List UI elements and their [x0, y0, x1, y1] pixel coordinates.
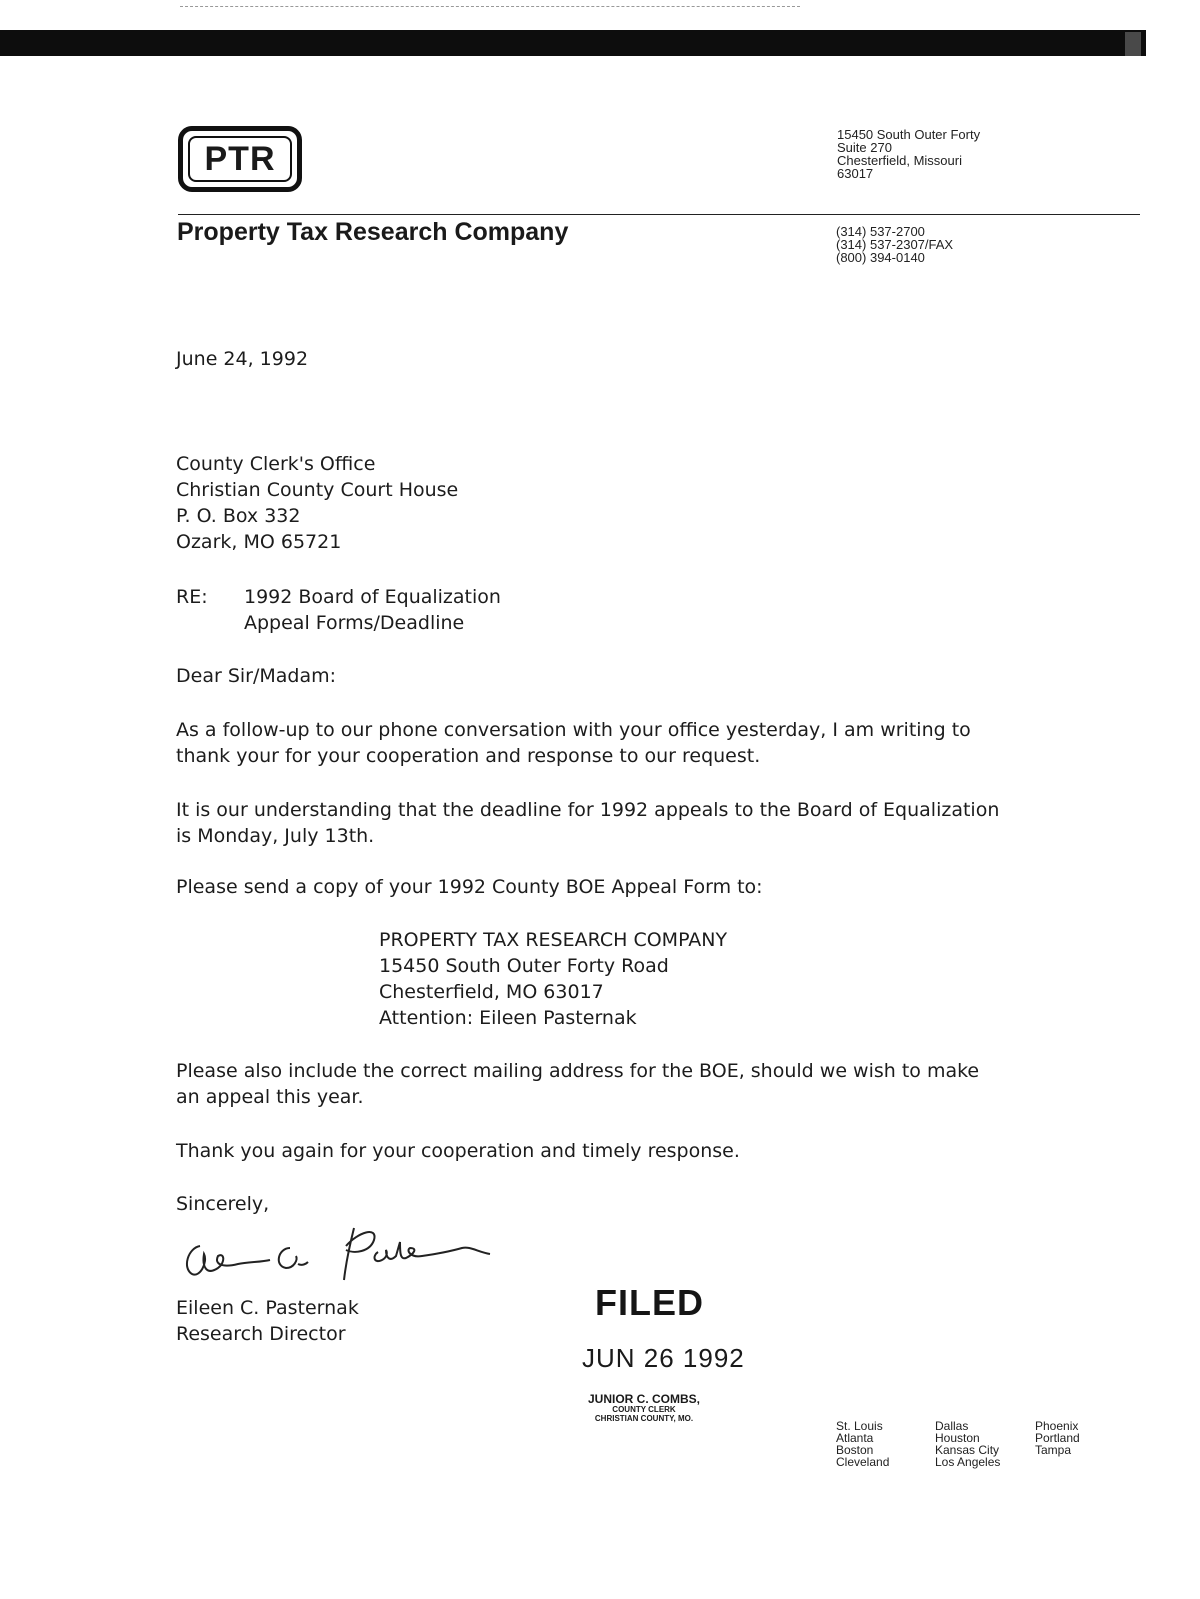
re-subject: [244, 584, 501, 636]
letterhead-rule: [178, 214, 1140, 215]
recipient-line: Christian County Court House: [176, 479, 459, 501]
paragraph-follow-up: [176, 717, 971, 769]
office-city: Houston: [935, 1431, 980, 1445]
send-to-line: Chesterfield, MO 63017: [379, 981, 604, 1003]
office-cities-column: [1035, 1420, 1080, 1456]
paragraph-thanks: Thank you again for your cooperation and timely response.: [176, 1140, 740, 1162]
phone-line: (314) 537-2307/FAX: [836, 237, 954, 252]
signer-name: Eileen C. Pasternak: [176, 1297, 359, 1319]
ptr-logo: [178, 126, 302, 192]
recipient-line: Ozark, MO 65721: [176, 531, 342, 553]
address-line: Chesterfield, Missouri: [837, 153, 962, 168]
office-city: Los Angeles: [935, 1455, 1001, 1469]
scan-edge-line: [180, 6, 800, 8]
paragraph-line: thank your for your cooperation and response to our request.: [176, 745, 761, 767]
filed-stamp: FILED: [595, 1282, 704, 1323]
paragraph-deadline: [176, 797, 999, 849]
letter-date: June 24, 1992: [176, 348, 309, 370]
send-to-line: Attention: Eileen Pasternak: [379, 1007, 637, 1029]
re-line: 1992 Board of Equalization: [244, 586, 501, 608]
office-cities-column: [836, 1420, 889, 1468]
address-line: 63017: [837, 166, 874, 181]
handwritten-signature: [178, 1218, 508, 1284]
office-city: Tampa: [1035, 1443, 1072, 1457]
recipient-line: County Clerk's Office: [176, 453, 376, 475]
letterhead-address: [837, 128, 980, 180]
send-to-line: 15450 South Outer Forty Road: [379, 955, 669, 977]
office-city: Phoenix: [1035, 1419, 1079, 1433]
paragraph-line: an appeal this year.: [176, 1086, 364, 1108]
scan-black-bar: [0, 30, 1146, 56]
clerk-line: JUNIOR C. COMBS,: [588, 1392, 701, 1406]
paragraph-line: As a follow-up to our phone conversation with your office yesterday, I am writing to: [176, 719, 971, 741]
office-city: Atlanta: [836, 1431, 874, 1445]
paragraph-request: Please send a copy of your 1992 County BOE Appeal Form to:: [176, 876, 763, 898]
signer-block: [176, 1295, 359, 1347]
office-city: Kansas City: [935, 1443, 1000, 1457]
closing: Sincerely,: [176, 1193, 270, 1215]
re-label: RE:: [176, 586, 208, 608]
send-to-line: PROPERTY TAX RESEARCH COMPANY: [379, 929, 728, 951]
address-line: 15450 South Outer Forty: [837, 127, 981, 142]
address-line: Suite 270: [837, 140, 892, 155]
filed-stamp-date: JUN 26 1992: [582, 1343, 745, 1373]
scan-edge-mark: [1125, 32, 1141, 56]
office-city: Dallas: [935, 1419, 969, 1433]
office-cities-column: [935, 1420, 1000, 1468]
company-name: Property Tax Research Company: [177, 218, 569, 246]
recipient-line: P. O. Box 332: [176, 505, 301, 527]
office-city: Cleveland: [836, 1455, 890, 1469]
office-city: St. Louis: [836, 1419, 883, 1433]
paragraph-line: It is our understanding that the deadline for 1992 appeals to the Board of Equalization: [176, 799, 1000, 821]
phone-line: (314) 537-2700: [836, 224, 925, 239]
paragraph-mailing-address: [176, 1058, 979, 1110]
ptr-logo-text: PTR: [188, 136, 292, 182]
salutation: Dear Sir/Madam:: [176, 665, 337, 687]
paragraph-line: is Monday, July 13th.: [176, 825, 375, 847]
phone-line: (800) 394-0140: [836, 250, 925, 265]
send-to-address: [379, 927, 727, 1031]
letterhead-phones: [836, 225, 953, 264]
clerk-stamp: [588, 1393, 700, 1423]
clerk-line: CHRISTIAN COUNTY, MO.: [594, 1414, 694, 1423]
clerk-line: COUNTY CLERK: [612, 1405, 676, 1414]
re-line: Appeal Forms/Deadline: [244, 612, 465, 634]
office-city: Boston: [836, 1443, 874, 1457]
office-city: Portland: [1035, 1431, 1080, 1445]
paragraph-line: Please also include the correct mailing address for the BOE, should we wish to make: [176, 1060, 980, 1082]
signer-title: Research Director: [176, 1323, 346, 1345]
recipient-address: [176, 451, 458, 555]
